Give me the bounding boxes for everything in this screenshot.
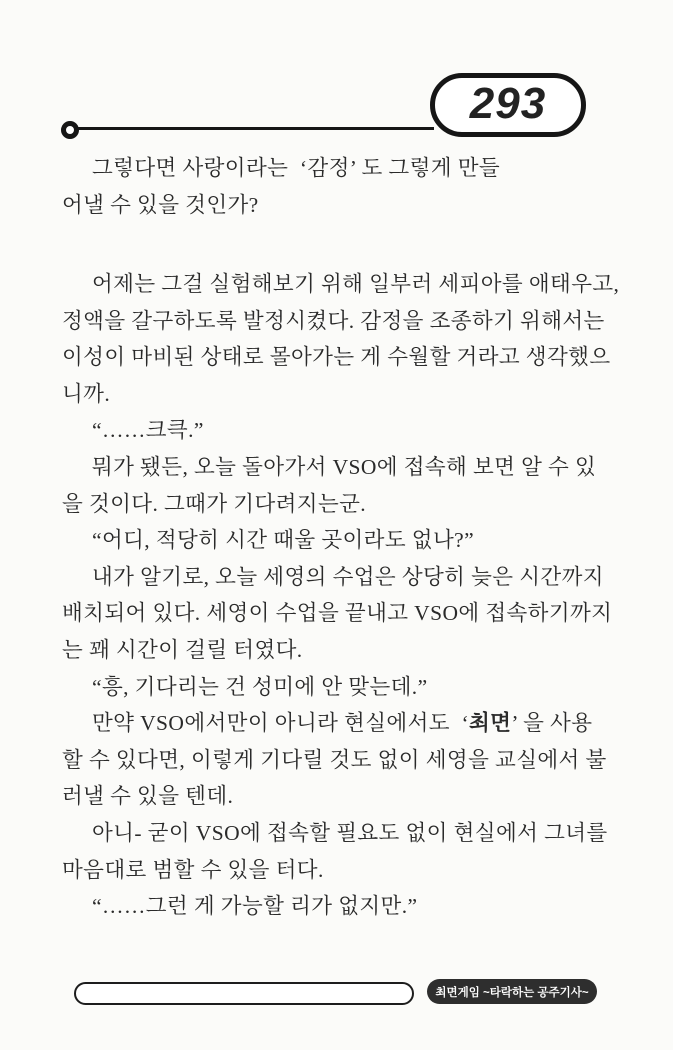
series-title: 최면게임 ~타락하는 공주기사~ xyxy=(435,986,589,999)
text-segment: “……크큭.” xyxy=(92,418,204,443)
text-line xyxy=(62,742,618,779)
emphasized-term: 최면 xyxy=(469,711,512,736)
ring-terminal-icon xyxy=(61,121,79,139)
page-number: 293 xyxy=(469,79,547,128)
text-segment: “……그런 게 가능할 리가 없지만.” xyxy=(92,894,418,919)
text-segment: ’ 을 사용 xyxy=(511,711,593,736)
text-line xyxy=(62,412,618,449)
text-line xyxy=(62,669,618,706)
text-line xyxy=(62,559,618,596)
text-segment: 어낼 수 있을 것인가? xyxy=(62,192,259,217)
text-segment: 이성이 마비된 상태로 몰아가는 게 수월할 거라고 생각했으 xyxy=(62,345,611,370)
text-segment: 할 수 있다면, 이렇게 기다릴 것도 없이 세영을 교실에서 불 xyxy=(62,747,607,772)
footer-outline-box xyxy=(74,982,414,1005)
text-line xyxy=(62,888,618,925)
header-rule xyxy=(78,127,434,130)
text-segment: 아니- 굳이 VSO에 접속할 필요도 없이 현실에서 그녀를 xyxy=(92,820,608,845)
text-segment: 마음대로 범할 수 있을 터다. xyxy=(62,857,324,882)
text-line xyxy=(62,522,618,559)
text-segment: “어디, 적당히 시간 때울 곳이라도 없나?” xyxy=(92,528,475,553)
text-line xyxy=(62,303,618,340)
text-line xyxy=(62,595,618,632)
text-segment: 뭐가 됐든, 오늘 돌아가서 VSO에 접속해 보면 알 수 있 xyxy=(92,454,597,479)
text-line xyxy=(62,705,618,742)
text-segment: 그렇다면 사랑이라는 ‘감정’ 도 그렇게 만들 xyxy=(92,156,501,180)
text-segment: 내가 알기로, 오늘 세영의 수업은 상당히 늦은 시간까지 xyxy=(92,564,604,589)
text-line xyxy=(62,852,618,889)
text-line xyxy=(62,449,618,486)
text-segment: 만약 VSO에서만이 아니라 현실에서도 ‘ xyxy=(92,711,470,736)
text-line xyxy=(62,187,618,224)
text-line xyxy=(62,266,618,303)
text-segment: 배치되어 있다. 세영이 수업을 끝내고 VSO에 접속하기까지 xyxy=(62,601,613,626)
text-segment: 어제는 그걸 실험해보기 위해 일부러 세피아를 애태우고, xyxy=(92,272,620,296)
text-line xyxy=(62,376,618,413)
series-title-badge xyxy=(427,979,597,1004)
text-line xyxy=(62,815,618,852)
text-line xyxy=(62,486,618,523)
text-line xyxy=(62,339,618,376)
text-segment: 는 꽤 시간이 걸릴 터였다. xyxy=(62,637,303,662)
body-text xyxy=(62,266,618,925)
text-line xyxy=(62,778,618,815)
intro-paragraph xyxy=(62,150,618,223)
text-segment: 을 것이다. 그때가 기다려지는군. xyxy=(62,491,367,516)
text-segment: 니까. xyxy=(62,381,111,406)
text-line xyxy=(62,632,618,669)
text-line xyxy=(62,150,618,187)
page-number-badge xyxy=(430,73,586,137)
text-segment: 러낼 수 있을 텐데. xyxy=(62,784,234,809)
text-segment: “흥, 기다리는 건 성미에 안 맞는데.” xyxy=(92,674,428,699)
text-segment: 정액을 갈구하도록 발정시켰다. 감정을 조종하기 위해서는 xyxy=(62,308,605,333)
